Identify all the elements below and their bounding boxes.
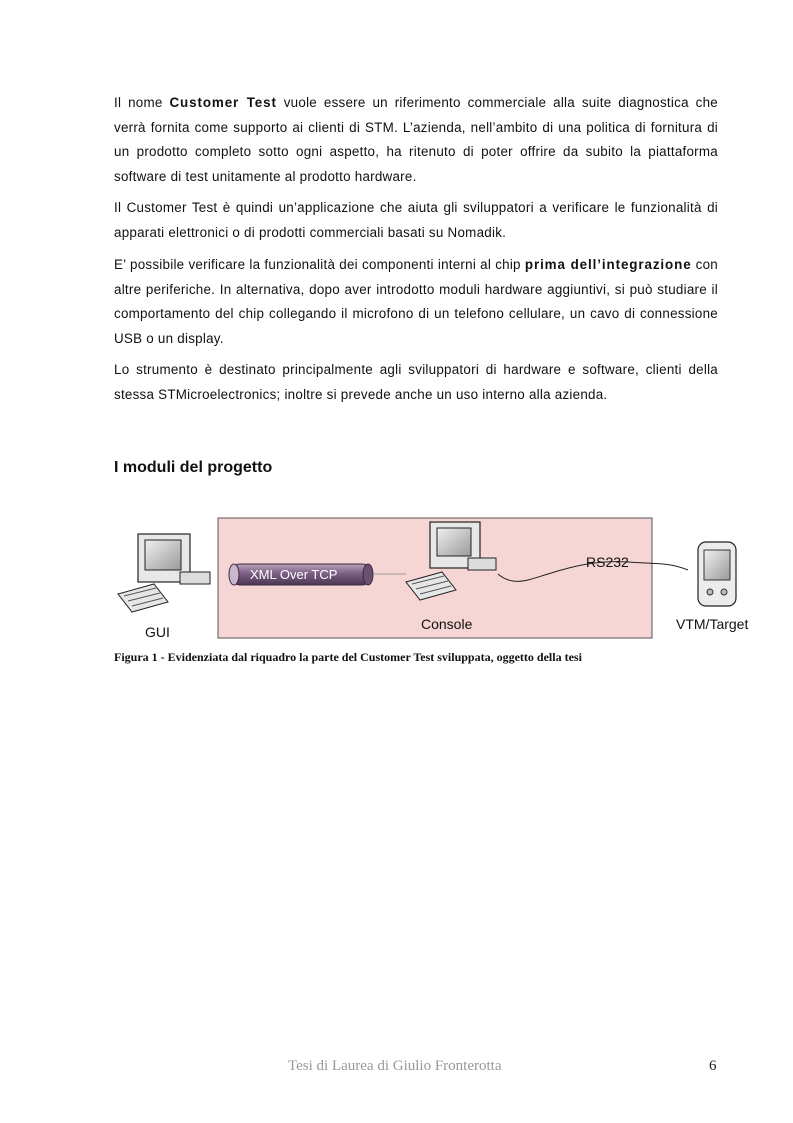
page-number: 6: [709, 1058, 717, 1074]
paragraph-4-text: Lo strumento è destinato principalmente agli sviluppatori di hardware e software, clienti della stessa STMicroelectronics; inoltre si prevede anche un uso interno alla azienda.: [114, 362, 718, 402]
target-label: VTM/Target: [676, 616, 749, 632]
footer-text: Tesi di Laurea di Giulio Fronterotta: [288, 1058, 502, 1074]
gui-label: GUI: [145, 624, 170, 640]
paragraph-3-text-a: E’ possibile verificare la funzionalità dei componenti interni al chip: [114, 257, 525, 272]
paragraph-1-text-a: Il nome: [114, 95, 170, 110]
paragraph-2: [114, 196, 718, 245]
xml-pipe-label: XML Over TCP: [250, 567, 338, 582]
console-label: Console: [421, 616, 473, 632]
paragraph-1-bold: Customer Test: [169, 95, 277, 110]
paragraph-2-text: Il Customer Test è quindi un’applicazione che aiuta gli sviluppatori a verificare le funzionalità di apparati elettronici o di prodotti commerciali basati su Nomadik.: [114, 200, 718, 240]
section-heading: I moduli del progetto: [114, 459, 273, 476]
rs232-label: RS232: [586, 554, 629, 570]
paragraph-3-text-b: con altre periferiche. In alternativa, dopo aver introdotto moduli hardware aggiuntivi, si può studiare il comportamento del chip collegando il microfono di un telefono cellulare, un cavo di connessione USB o un display.: [114, 257, 719, 346]
gui-computer-icon: [118, 534, 210, 612]
paragraph-3-bold: prima dell’integrazione: [524, 257, 692, 272]
paragraph-4: [114, 358, 718, 407]
paragraph-1-text-b: vuole essere un riferimento commerciale alla suite diagnostica che verrà fornita come supporto ai clienti di STM. L’azienda, nell’ambito di una politica di fornitura di un prodotto completo sotto ogni aspetto, ha ritenuto di poter offrire da subito la piattaforma software di test unitamente al prodotto hardware.: [114, 95, 718, 184]
target-device-icon: [698, 542, 736, 606]
figure-caption: Figura 1 - Evidenziata dal riquadro la parte del Customer Test sviluppata, oggetto della tesi: [114, 650, 582, 664]
paragraph-3: [114, 253, 718, 351]
architecture-diagram: [108, 512, 768, 647]
paragraph-1: [114, 91, 718, 189]
